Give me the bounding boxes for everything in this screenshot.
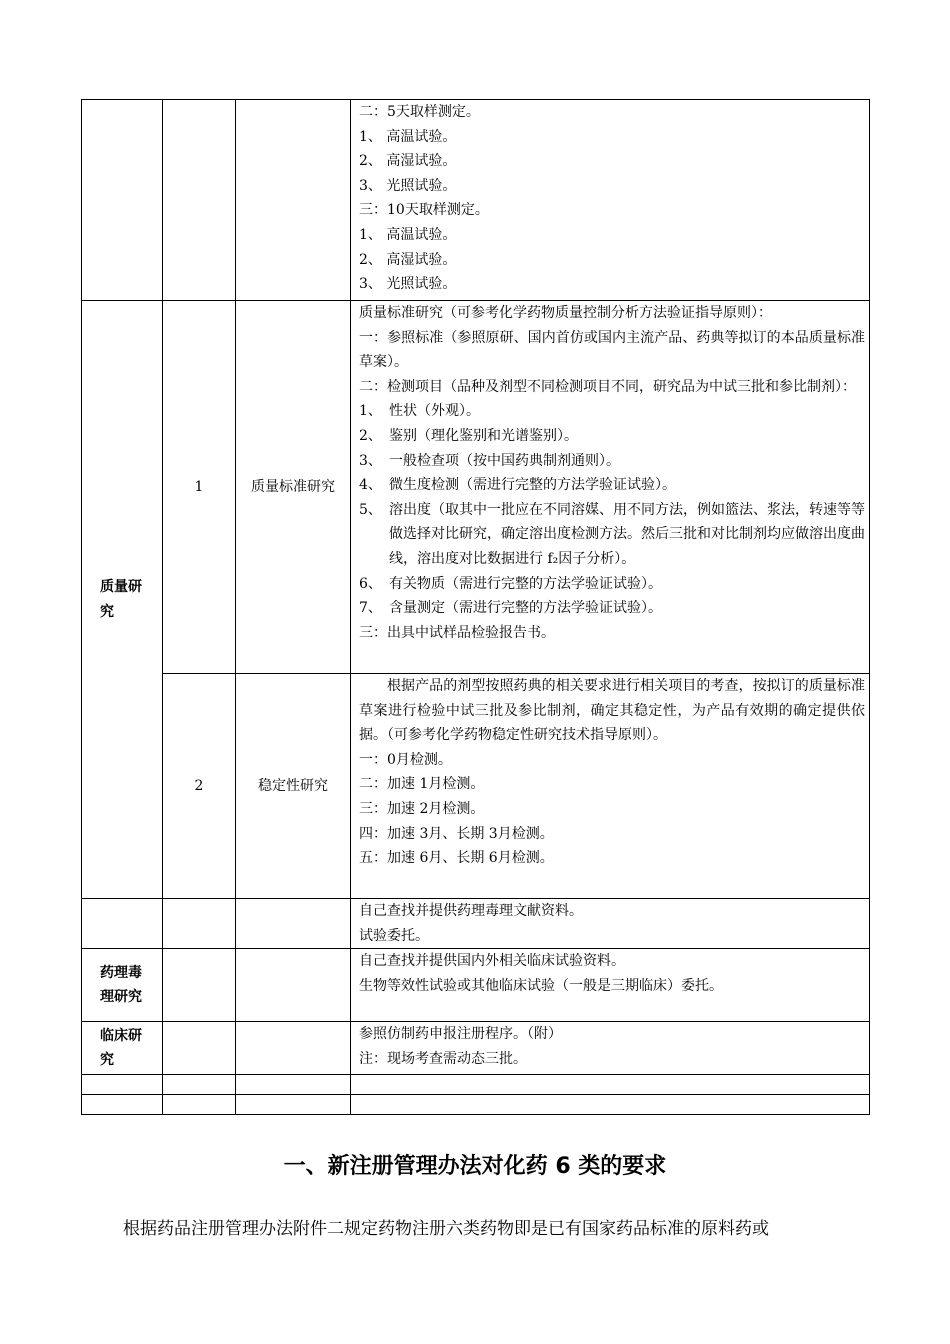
- list-item: 7、 含量测定（需进行完整的方法学验证试验）。: [359, 600, 662, 617]
- table-row: [82, 949, 870, 1022]
- content-line: 质量标准研究（可参考化学药物质量控制分析方法验证指导原则）：: [359, 305, 772, 321]
- number-cell: [163, 100, 236, 301]
- list-item: 5、 溶出度（取其中一批应在不同溶媒、用不同方法，例如篮法、浆法，转速等等做选择对比研究，确定溶出度检测方法。然后三批和对比制剂均应做溶出度曲线，溶出度对比数据进行 f₂因子分析）。: [359, 501, 865, 567]
- study-name: 质量标准研究: [251, 478, 335, 495]
- section-label-quality: 质量研究: [100, 578, 142, 620]
- list-item: 1、 性状（外观）。: [359, 403, 480, 420]
- content-line: 自己查找并提供药理毒理文献资料。: [359, 903, 583, 919]
- content-cell: [351, 949, 870, 1022]
- table-row: [82, 899, 870, 949]
- name-cell: [236, 1022, 351, 1075]
- section-label-pharmacology: 药理毒理研究: [100, 964, 142, 1006]
- content-line: 三：加速 2月检测。: [359, 800, 485, 817]
- number-cell: [163, 949, 236, 1022]
- content-line: 二：加速 1月检测。: [359, 776, 485, 793]
- name-cell: [236, 301, 351, 674]
- content-line: 四：加速 3月、长期 3月检测。: [359, 825, 554, 842]
- content-line: 一：0月检测。: [359, 751, 452, 768]
- list-item: 6、 有关物质（需进行完整的方法学验证试验）。: [359, 575, 662, 592]
- section-cell: [82, 899, 163, 949]
- content-line: 自己查找并提供国内外相关临床试验资料。: [359, 953, 625, 970]
- study-name: 稳定性研究: [258, 777, 328, 794]
- content-paragraph: 二：检测项目（品种及剂型不同检测项目不同，研究品为中试三批和参比制剂）：: [359, 378, 856, 395]
- content-line: 五：加速 6月、长期 6月检测。: [359, 850, 554, 867]
- content-line: 3、 光照试验。: [359, 276, 457, 293]
- name-cell: [236, 674, 351, 899]
- content-line: 2、 高湿试验。: [359, 153, 457, 170]
- content-line: 1、 高温试验。: [359, 226, 457, 243]
- list-item: 4、 微生度检测（需进行完整的方法学验证试验）。: [359, 477, 676, 494]
- content-cell: [351, 301, 870, 674]
- content-line: 3、 光照试验。: [359, 177, 457, 194]
- section-heading: 一、新注册管理办法对化药 6 类的要求: [283, 1154, 667, 1179]
- number-cell: [163, 899, 236, 949]
- table-row: [82, 1095, 870, 1115]
- section-label-cell: [82, 301, 163, 899]
- content-line: 生物等效性试验或其他临床试验（一般是三期临床）委托。: [359, 977, 723, 994]
- list-item: 3、 一般检查项（按中国药典制剂通则）。: [359, 452, 620, 469]
- table-row: [82, 100, 870, 301]
- name-cell: [236, 899, 351, 949]
- content-line: 试验委托。: [359, 927, 429, 944]
- content-paragraph: 根据产品的剂型按照药典的相关要求进行相关项目的考查，按拟订的质量标准草案进行检验中试三批及参比制剂，确定其稳定性，为产品有效期的确定提供依据。（可参考化学药物稳定性研究技术指导原则）。: [359, 678, 865, 744]
- content-line: 2、 高湿试验。: [359, 251, 457, 268]
- table-row: [82, 674, 870, 899]
- content-cell: [351, 899, 870, 949]
- content-line: 1、 高温试验。: [359, 128, 457, 145]
- name-cell: [236, 949, 351, 1022]
- section-label-cell: [82, 949, 163, 1022]
- table-row: [82, 1022, 870, 1075]
- content-cell: [351, 1022, 870, 1075]
- number-cell: 1: [163, 301, 236, 674]
- table-row: [82, 1075, 870, 1095]
- content-cell: [351, 674, 870, 899]
- content-line: 三：10天取样测定。: [359, 202, 489, 219]
- body-paragraph: 根据药品注册管理办法附件二规定药物注册六类药物即是已有国家药品标准的原料药或: [123, 1219, 769, 1239]
- content-paragraph: 一：参照标准（参照原研、国内首仿或国内主流产品、药典等拟订的本品质量标准草案）。: [359, 329, 865, 371]
- number-cell: [163, 1022, 236, 1075]
- section-label-cell: [82, 1022, 163, 1075]
- table-row: [82, 301, 870, 674]
- name-cell: [236, 100, 351, 301]
- content-line: 二：5天取样测定。: [359, 104, 480, 120]
- registration-requirements-table: [81, 99, 870, 1115]
- content-line: 注：现场考查需动态三批。: [359, 1050, 527, 1067]
- content-line: 三：出具中试样品检验报告书。: [359, 624, 555, 641]
- content-line: 参照仿制药申报注册程序。（附）: [359, 1026, 562, 1043]
- number-cell: 2: [163, 674, 236, 899]
- content-cell: [351, 100, 870, 301]
- section-cell: [82, 100, 163, 301]
- section-label-clinical: 临床研究: [100, 1027, 142, 1069]
- list-item: 2、 鉴别（理化鉴别和光谱鉴别）。: [359, 427, 578, 444]
